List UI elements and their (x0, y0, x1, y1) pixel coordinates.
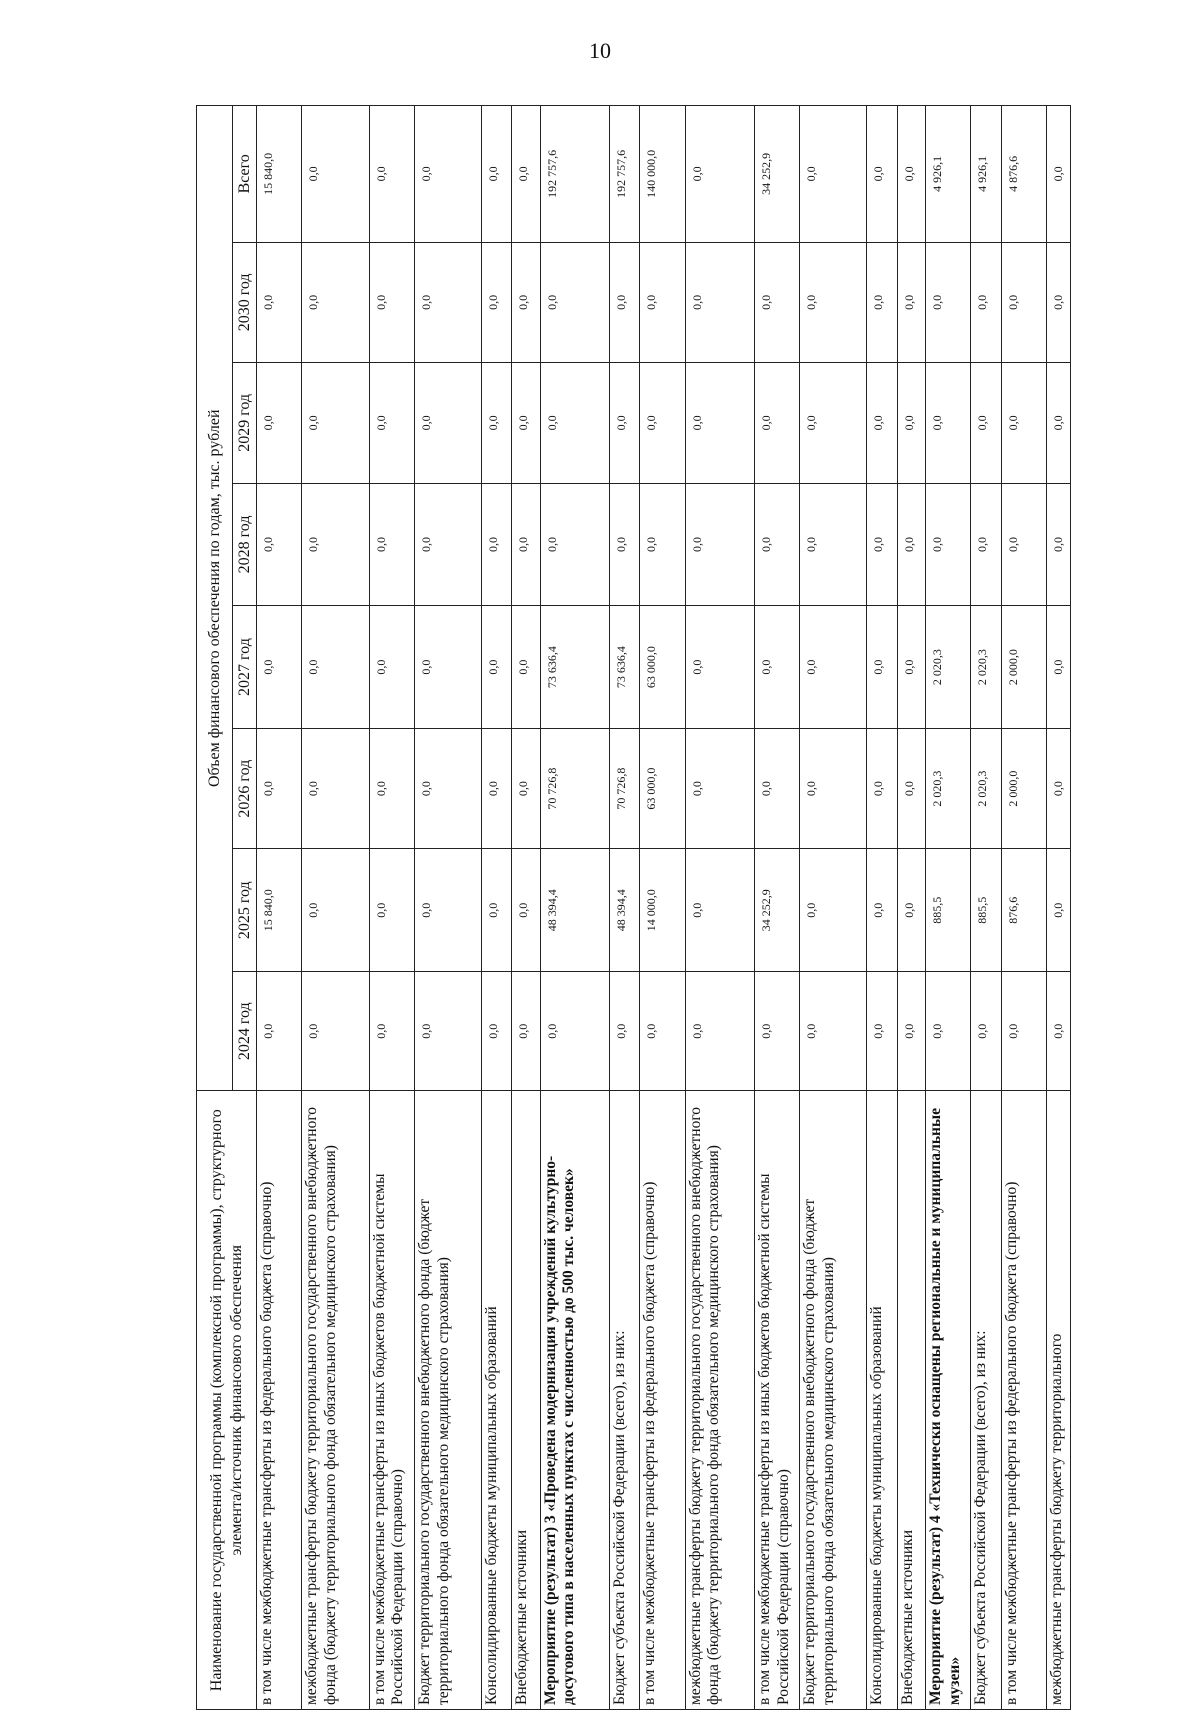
row-value: 4 926,1 (925, 106, 970, 243)
row-value: 0,0 (609, 972, 639, 1091)
table-row (754, 106, 799, 1710)
row-value: 0,0 (867, 728, 897, 849)
row-value: 0,0 (302, 728, 369, 849)
row-label: Консолидированные бюджеты муниципальных образований (482, 1091, 512, 1710)
row-value: 0,0 (609, 242, 639, 363)
year-header: 2026 год (233, 728, 257, 849)
row-value: 2 020,3 (925, 728, 970, 849)
row-value: 48 394,4 (540, 849, 609, 972)
row-label: в том числе межбюджетные трансферты из федерального бюджета (справочно) (1001, 1091, 1046, 1710)
table-row (867, 106, 897, 1710)
row-value: 0,0 (302, 363, 369, 484)
row-value: 0,0 (754, 363, 799, 484)
row-label: Консолидированные бюджеты муниципальных образований (867, 1091, 897, 1710)
row-label: Бюджет субъекта Российской Федерации (всего), из них: (609, 1091, 639, 1710)
row-value: 0,0 (512, 606, 540, 729)
table-row (640, 106, 685, 1710)
row-label: Мероприятие (результат) 3 «Проведена модернизация учреждений культурно-досугового типа в населенных пунктах с численностью до 500 тыс. человек» (540, 1091, 609, 1710)
row-value: 0,0 (800, 242, 867, 363)
table-row (257, 106, 302, 1710)
row-value: 0,0 (257, 242, 302, 363)
row-value: 73 636,4 (609, 606, 639, 729)
row-value: 48 394,4 (609, 849, 639, 972)
row-value: 63 000,0 (640, 728, 685, 849)
rotated-table-container (196, 105, 1071, 1710)
row-value: 0,0 (540, 972, 609, 1091)
row-value: 0,0 (867, 972, 897, 1091)
row-value: 0,0 (257, 363, 302, 484)
row-value: 0,0 (540, 483, 609, 606)
row-value: 34 252,9 (754, 106, 799, 243)
row-value: 0,0 (897, 242, 925, 363)
row-value: 0,0 (1047, 606, 1071, 729)
row-value: 0,0 (369, 483, 414, 606)
financing-table (196, 105, 1071, 1710)
year-header: 2029 год (233, 363, 257, 484)
row-value: 0,0 (800, 849, 867, 972)
row-value: 0,0 (1001, 242, 1046, 363)
row-value: 0,0 (1001, 483, 1046, 606)
row-value: 15 840,0 (257, 849, 302, 972)
row-value: 70 726,8 (540, 728, 609, 849)
row-value: 0,0 (1047, 483, 1071, 606)
row-value: 0,0 (685, 849, 754, 972)
row-value: 0,0 (1001, 363, 1046, 484)
row-value: 0,0 (609, 483, 639, 606)
row-value: 0,0 (640, 972, 685, 1091)
year-header: 2025 год (233, 849, 257, 972)
row-value: 0,0 (369, 606, 414, 729)
row-value: 0,0 (512, 483, 540, 606)
row-value: 0,0 (685, 106, 754, 243)
table-row (971, 106, 1001, 1710)
row-value: 0,0 (685, 483, 754, 606)
row-value: 0,0 (925, 242, 970, 363)
row-value: 885,5 (925, 849, 970, 972)
row-value: 0,0 (302, 849, 369, 972)
row-label: в том числе межбюджетные трансферты из иных бюджетов бюджетной системы Российской Федерации (справочно) (754, 1091, 799, 1710)
row-value: 0,0 (482, 728, 512, 849)
row-value: 140 000,0 (640, 106, 685, 243)
row-value: 0,0 (415, 606, 482, 729)
row-value: 0,0 (257, 972, 302, 1091)
row-value: 0,0 (415, 849, 482, 972)
row-label: Внебюджетные источники (512, 1091, 540, 1710)
row-value: 0,0 (512, 242, 540, 363)
row-value: 0,0 (302, 483, 369, 606)
row-value: 63 000,0 (640, 606, 685, 729)
row-value: 0,0 (897, 106, 925, 243)
row-value: 0,0 (302, 606, 369, 729)
row-value: 0,0 (482, 242, 512, 363)
header-volume: Объем финансового обеспечения по годам, тыс. рублей (197, 106, 233, 1091)
row-value: 0,0 (897, 728, 925, 849)
row-label: в том числе межбюджетные трансферты из федерального бюджета (справочно) (640, 1091, 685, 1710)
row-value: 0,0 (1001, 972, 1046, 1091)
row-value: 0,0 (925, 483, 970, 606)
table-row (369, 106, 414, 1710)
table-row (1001, 106, 1046, 1710)
row-value: 0,0 (867, 849, 897, 972)
row-value: 0,0 (685, 728, 754, 849)
row-value: 70 726,8 (609, 728, 639, 849)
row-value: 0,0 (867, 363, 897, 484)
table-row (415, 106, 482, 1710)
row-value: 0,0 (800, 363, 867, 484)
row-value: 0,0 (897, 849, 925, 972)
row-value: 0,0 (302, 972, 369, 1091)
table-row (897, 106, 925, 1710)
row-value: 0,0 (754, 606, 799, 729)
year-header: Всего (233, 106, 257, 243)
row-value: 0,0 (1047, 106, 1071, 243)
row-value: 0,0 (925, 972, 970, 1091)
row-value: 0,0 (512, 849, 540, 972)
row-value: 4 926,1 (971, 106, 1001, 243)
table-row (512, 106, 540, 1710)
row-value: 2 000,0 (1001, 606, 1046, 729)
row-value: 192 757,6 (540, 106, 609, 243)
row-value: 192 757,6 (609, 106, 639, 243)
row-value: 876,6 (1001, 849, 1046, 972)
table-row (925, 106, 970, 1710)
row-value: 0,0 (369, 972, 414, 1091)
row-value: 0,0 (800, 106, 867, 243)
row-label: межбюджетные трансферты бюджету территориального государственного внебюджетного фонда (бюджету территориального фонда обязательного медицинского страхования) (302, 1091, 369, 1710)
row-value: 15 840,0 (257, 106, 302, 243)
row-value: 0,0 (897, 972, 925, 1091)
row-value: 0,0 (415, 972, 482, 1091)
year-header: 2028 год (233, 483, 257, 606)
row-value: 0,0 (482, 972, 512, 1091)
row-value: 2 020,3 (925, 606, 970, 729)
row-value: 0,0 (512, 106, 540, 243)
row-value: 0,0 (257, 728, 302, 849)
row-value: 0,0 (512, 728, 540, 849)
row-value: 0,0 (482, 606, 512, 729)
row-value: 2 020,3 (971, 606, 1001, 729)
row-value: 0,0 (512, 363, 540, 484)
table-row (302, 106, 369, 1710)
table-body (257, 106, 1071, 1710)
table-row (482, 106, 512, 1710)
row-value: 0,0 (685, 363, 754, 484)
row-value: 0,0 (800, 972, 867, 1091)
row-value: 0,0 (754, 972, 799, 1091)
row-label: Бюджет территориального государственного внебюджетного фонда (бюджет территориального фонда обязательного медицинского страхования) (800, 1091, 867, 1710)
row-value: 0,0 (640, 363, 685, 484)
row-value: 0,0 (415, 106, 482, 243)
row-value: 0,0 (867, 106, 897, 243)
row-value: 0,0 (1047, 728, 1071, 849)
row-value: 0,0 (369, 106, 414, 243)
row-value: 0,0 (640, 483, 685, 606)
row-label: в том числе межбюджетные трансферты из федерального бюджета (справочно) (257, 1091, 302, 1710)
row-value: 0,0 (971, 242, 1001, 363)
row-value: 0,0 (897, 606, 925, 729)
row-value: 0,0 (1047, 849, 1071, 972)
row-value: 0,0 (257, 483, 302, 606)
page-number: 10 (589, 38, 611, 63)
row-value: 0,0 (415, 728, 482, 849)
row-value: 0,0 (482, 849, 512, 972)
row-value: 0,0 (482, 483, 512, 606)
row-label: Внебюджетные источники (897, 1091, 925, 1710)
table-row (540, 106, 609, 1710)
year-header: 2030 год (233, 242, 257, 363)
row-value: 0,0 (897, 483, 925, 606)
row-value: 0,0 (1047, 242, 1071, 363)
row-value: 0,0 (369, 849, 414, 972)
row-label: Бюджет территориального государственного внебюджетного фонда (бюджет территориального фонда обязательного медицинского страхования) (415, 1091, 482, 1710)
row-value: 0,0 (640, 242, 685, 363)
row-value: 885,5 (971, 849, 1001, 972)
table-row (1047, 106, 1071, 1710)
row-value: 0,0 (482, 106, 512, 243)
row-value: 0,0 (302, 106, 369, 243)
table-row (800, 106, 867, 1710)
row-value: 0,0 (540, 363, 609, 484)
row-value: 0,0 (754, 728, 799, 849)
row-value: 0,0 (897, 363, 925, 484)
row-label: в том числе межбюджетные трансферты из иных бюджетов бюджетной системы Российской Федерации (справочно) (369, 1091, 414, 1710)
row-value: 0,0 (609, 363, 639, 484)
row-value: 0,0 (257, 606, 302, 729)
row-value: 0,0 (800, 606, 867, 729)
row-value: 0,0 (512, 972, 540, 1091)
row-value: 0,0 (482, 363, 512, 484)
row-label: Бюджет субъекта Российской Федерации (всего), из них: (971, 1091, 1001, 1710)
row-value: 0,0 (415, 242, 482, 363)
header-name: Наименование государственной программы (комплексной программы), структурного элемента/источник финансового обеспечения (197, 1091, 257, 1710)
row-value: 73 636,4 (540, 606, 609, 729)
row-value: 0,0 (800, 728, 867, 849)
row-value: 2 000,0 (1001, 728, 1046, 849)
row-value: 0,0 (754, 483, 799, 606)
row-label: межбюджетные трансферты бюджету территориального государственного внебюджетного фонда (бюджету территориального фонда обязательного медицинского страхования) (685, 1091, 754, 1710)
row-value: 0,0 (369, 363, 414, 484)
row-value: 0,0 (971, 972, 1001, 1091)
row-value: 0,0 (369, 728, 414, 849)
row-value: 0,0 (369, 242, 414, 363)
year-header: 2024 год (233, 972, 257, 1091)
row-value: 14 000,0 (640, 849, 685, 972)
table-row (609, 106, 639, 1710)
row-value: 0,0 (685, 972, 754, 1091)
row-value: 0,0 (1047, 972, 1071, 1091)
row-value: 0,0 (1047, 363, 1071, 484)
table-row (685, 106, 754, 1710)
row-value: 34 252,9 (754, 849, 799, 972)
row-label: Мероприятие (результат) 4 «Технически оснащены региональные и муниципальные музеи» (925, 1091, 970, 1710)
row-value: 0,0 (971, 483, 1001, 606)
row-value: 0,0 (685, 242, 754, 363)
row-value: 0,0 (415, 363, 482, 484)
row-value: 0,0 (971, 363, 1001, 484)
row-value: 0,0 (754, 242, 799, 363)
row-value: 0,0 (415, 483, 482, 606)
row-value: 0,0 (867, 242, 897, 363)
row-label: межбюджетные трансферты бюджету территориального (1047, 1091, 1071, 1710)
row-value: 0,0 (800, 483, 867, 606)
year-header: 2027 год (233, 606, 257, 729)
row-value: 0,0 (302, 242, 369, 363)
row-value: 0,0 (685, 606, 754, 729)
row-value: 0,0 (867, 606, 897, 729)
row-value: 2 020,3 (971, 728, 1001, 849)
row-value: 4 876,6 (1001, 106, 1046, 243)
row-value: 0,0 (867, 483, 897, 606)
row-value: 0,0 (925, 363, 970, 484)
row-value: 0,0 (540, 242, 609, 363)
